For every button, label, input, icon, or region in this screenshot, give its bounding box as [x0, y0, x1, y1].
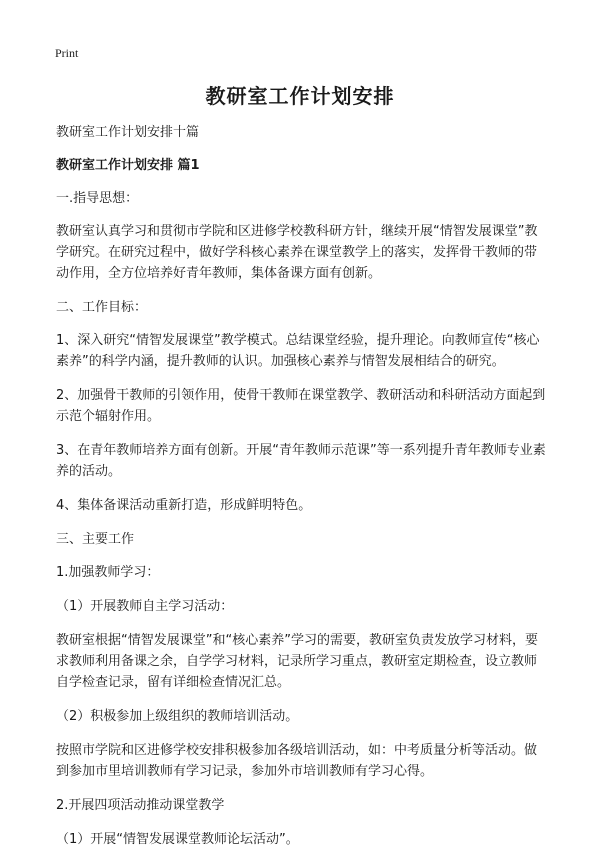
section-heading-main-work: 三、主要工作	[56, 532, 135, 547]
section-heading-guiding-thought: 一.指导思想：	[56, 191, 139, 206]
paragraph-self-study: 教研室根据“情智发展课堂”和“核心素养”学习的需要，教研室负责发放学习材料，要求教师利用备课之余，自学学习材料，记录所学习重点，教研室定期检查，设立教师自学检查记录，留有详细检查情况汇总。	[56, 633, 538, 690]
document-title: 教研室工作计划安排	[205, 84, 395, 108]
document-subtitle: 教研室工作计划安排十篇	[56, 125, 200, 140]
paragraph-goal-2: 2、加强骨干教师的引领作用，使骨干教师在课堂教学、教研活动和科研活动方面起到示范个辐射作用。	[56, 388, 546, 424]
item-training: （2）积极参加上级组织的教师培训活动。	[56, 709, 299, 724]
section-heading-goals: 二、工作目标：	[56, 300, 148, 315]
print-label: Print	[55, 46, 79, 60]
item-forum: （1）开展“情智发展课堂教师论坛活动”。	[56, 832, 299, 847]
paragraph-training: 按照市学院和区进修学校安排积极参加各级培训活动，如：中考质量分析等活动。做到参加市里培训教师有学习记录，参加外市培训教师有学习心得。	[56, 743, 538, 779]
article-heading: 教研室工作计划安排 篇1	[56, 158, 200, 173]
subsection-teacher-learning: 1.加强教师学习：	[56, 565, 160, 580]
item-self-study: （1）开展教师自主学习活动：	[56, 599, 234, 614]
paragraph-goal-1: 1、深入研究“情智发展课堂”教学模式。总结课堂经验，提升理论。向教师宣传“核心素养”的科学内涵，提升教师的认识。加强核心素养与情智发展相结合的研究。	[56, 333, 540, 369]
paragraph-goal-3: 3、在青年教师培养方面有创新。开展“青年教师示范课”等一系列提升青年教师专业素养的活动。	[56, 443, 546, 479]
paragraph-guiding-thought: 教研室认真学习和贯彻市学院和区进修学校教科研方针，继续开展“情智发展课堂”教学研究。在研究过程中，做好学科核心素养在课堂教学上的落实，发挥骨干教师的带动作用，全方位培养好青年教师，集体备课方面有创新。	[56, 224, 538, 281]
paragraph-goal-4: 4、集体备课活动重新打造，形成鲜明特色。	[56, 498, 312, 513]
subsection-four-activities: 2.开展四项活动推动课堂教学	[56, 798, 225, 813]
document-body	[56, 122, 546, 863]
